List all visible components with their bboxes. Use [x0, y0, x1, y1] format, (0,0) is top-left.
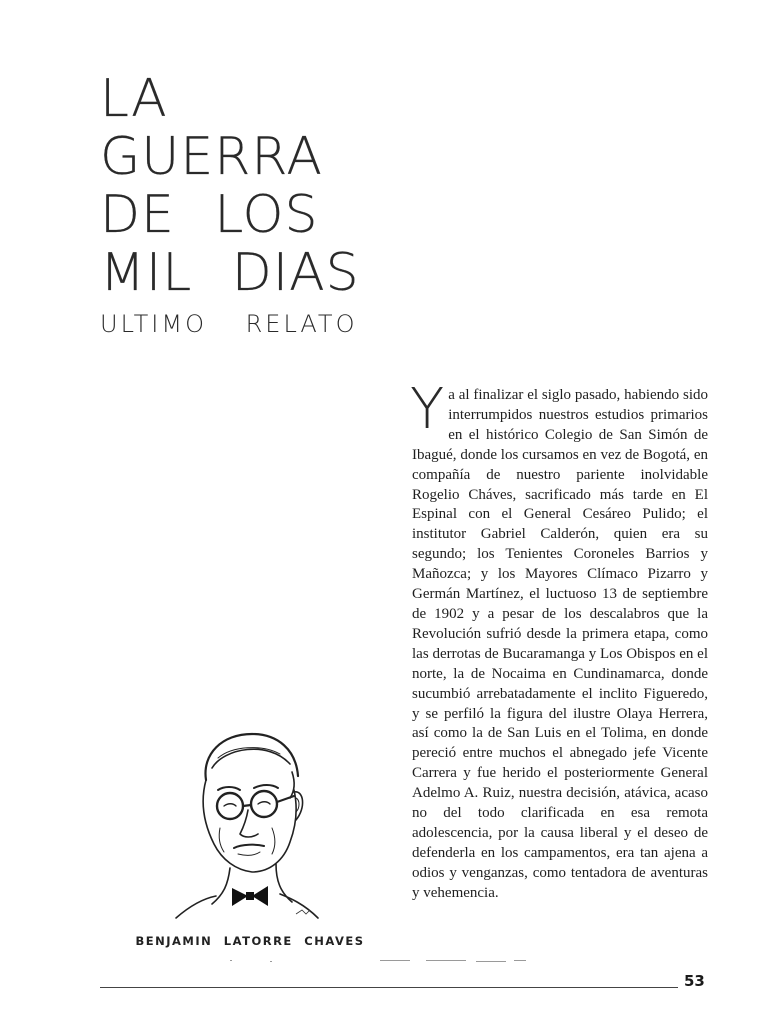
title-line-1: LA	[100, 69, 168, 129]
portrait-sketch-icon	[172, 728, 322, 924]
article-title	[100, 70, 400, 338]
body-paragraph: a al finalizar el siglo pasado, habiendo sido interrumpidos nuestros estudios primarios en el histórico Colegio de San Simón de Ibagué, donde los cursamos en vez de Bogotá, en compañía de nuestro pariente inolvidable Rogelio Cháves, sacrificado más tarde en El Espinal con el General Cesáreo Pulido; el institutor Gabriel Calderón, quien era su segundo; los Tenientes Coroneles Barrios y Mañozca; y los Mayores Clímaco Pizarro y Germán Martínez, el luctuoso 13 de septiembre de 1902 y a pesar de los descalabros que la Revolución sufrió desde la primera etapa, como las derrotas de Bucaramanga y Los Obispos en el norte, la de Nocaima en Cundinamarca, donde sucumbió arrebatadamente el inclito Figueredo, y se perfiló la figura del ilustre Olaya Herrera, así como la de San Luis en el Tolima, en donde pereció entre muchos el abnegado jefe Vicente Carrera y fue herido el posteriormente General Adelmo A. Ruiz, nuestra decisión, atávica, acaso no del todo clarificada en esa remota adolescencia, por la causa liberal y el deseo de defenderla en los campamentos, era tan ajena a odios y venganzas, como tentadora de aventuras y vehemencia.	[412, 387, 708, 901]
drop-cap: Y	[410, 377, 445, 442]
title-line-2: GUERRA	[100, 127, 323, 187]
footer-rule	[100, 987, 678, 988]
page-number: 53	[684, 972, 705, 990]
print-speckle-divider	[230, 958, 530, 964]
article-body	[410, 377, 708, 904]
title-line-4: MIL DIAS	[100, 243, 360, 303]
article-subtitle: ULTIMO RELATO	[100, 310, 358, 338]
author-caption: BENJAMIN LATORRE CHAVES	[135, 934, 365, 948]
title-line-3: DE LOS	[100, 185, 319, 245]
